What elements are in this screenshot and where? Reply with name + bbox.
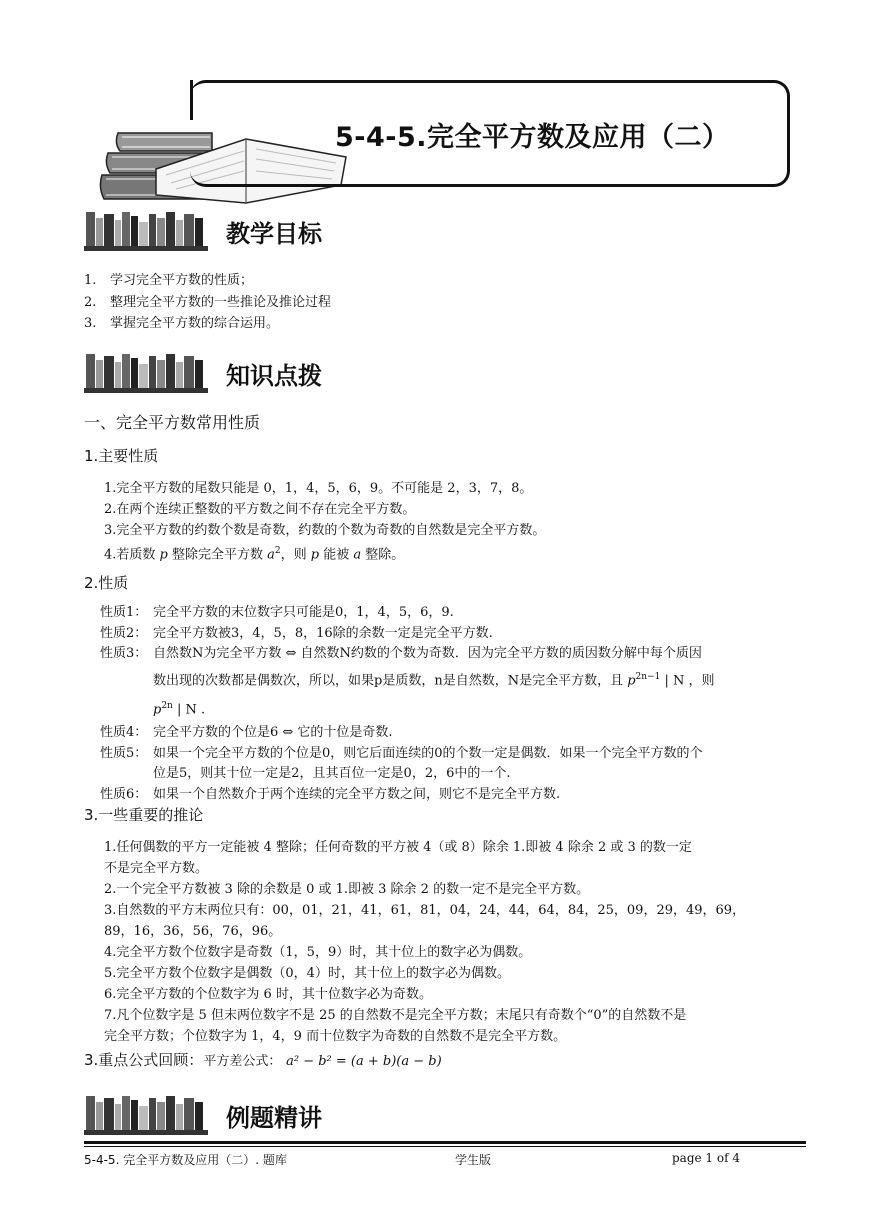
list-item: 1. 学习完全平方数的性质； bbox=[84, 273, 254, 288]
section-header-knowledge bbox=[84, 350, 484, 394]
list-item: 1.完全平方数的尾数只能是 0，1，4，5，6，9。不可能是 2，3，7，8。 bbox=[104, 481, 533, 496]
main-props bbox=[104, 478, 545, 565]
list-item: 完全平方数；个位数字为 1，4，9 而十位数字为奇数的自然数不是完全平方数。 bbox=[104, 1029, 567, 1044]
goal-list bbox=[84, 270, 331, 335]
bookshelf-icon bbox=[84, 1092, 212, 1136]
footer-rule-thin bbox=[84, 1146, 806, 1147]
section-header-goal bbox=[84, 208, 484, 252]
footer-left: 5-4-5. 完全平方数及应用（二）. 题库 bbox=[84, 1153, 287, 1167]
list-item: 性质2： 完全平方数被3，4，5，8，16除的余数一定是完全平方数. bbox=[100, 625, 493, 641]
props-list bbox=[100, 603, 800, 805]
list-item: 4.完全平方数个位数字是奇数（1，5，9）时，其十位上的数字必为偶数。 bbox=[104, 945, 532, 960]
part-heading: 一、完全平方数常用性质 bbox=[84, 413, 261, 432]
list-item: 2. 整理完全平方数的一些推论及推论过程 bbox=[84, 294, 332, 310]
list-item: 3.自然数的平方末两位只有：00，01，21，41，61，81，04，24，44，64，84，25，09，29，49，69， bbox=[104, 903, 746, 918]
list-item: 7.凡个位数字是 5 但末两位数字不是 25 的自然数不是完全平方数；末尾只有奇数个“0”的自然数不是 bbox=[104, 1008, 687, 1023]
formula: a² − b² = (a + b)(a − b) bbox=[286, 1054, 442, 1069]
list-item: 数出现的次数都是偶数次，所以，如果p是质数，n是自然数，N是完全平方数，且 $p^{2n-1}$ | N ，则 bbox=[153, 671, 715, 688]
list-item: 性质3： 自然数N为完全平方数 ⇔ 自然数N约数的个数为奇数．因为完全平方数的质因数分解中每个质因 bbox=[100, 646, 702, 661]
inferences-list bbox=[104, 837, 804, 1047]
list-item: 性质4： 完全平方数的个位是6 ⇔ 它的十位是奇数. bbox=[100, 725, 393, 741]
section-title: 知识点拨 bbox=[226, 362, 322, 390]
sub-heading-main-props: 1.主要性质 bbox=[84, 447, 159, 465]
footer-page-number: page 1 of 4 bbox=[672, 1151, 740, 1165]
formula-line bbox=[84, 1049, 442, 1070]
formula-label: 平方差公式： bbox=[203, 1054, 282, 1069]
list-item: 89，16，36，56，76，96。 bbox=[104, 924, 282, 939]
sub-heading-inferences: 3.一些重要的推论 bbox=[84, 806, 204, 824]
list-item: 2.一个完全平方数被 3 除的余数是 0 或 1.即被 3 除余 2 的数一定不是完全平方数。 bbox=[104, 882, 590, 897]
list-item: 3.完全平方数的约数个数是奇数，约数的个数为奇数的自然数是完全平方数。 bbox=[104, 523, 546, 538]
section-title: 例题精讲 bbox=[226, 1104, 322, 1132]
list-item: 6.完全平方数的个位数字为 6 时，其十位数字必为奇数。 bbox=[104, 987, 432, 1002]
list-item: 1.任何偶数的平方一定能被 4 整除；任何奇数的平方被 4（或 8）除余 1.即被 4 除余 2 或 3 的数一定 bbox=[104, 840, 692, 855]
bookshelf-icon bbox=[84, 208, 212, 252]
list-item: 2.在两个连续正整数的平方数之间不存在完全平方数。 bbox=[104, 502, 416, 517]
list-item: 性质6： 如果一个自然数介于两个连续的完全平方数之间，则它不是完全平方数. bbox=[100, 786, 561, 802]
list-item: 4.若质数 p 整除完全平方数 $a^2$，则 p 能被 a 整除。 bbox=[104, 546, 405, 563]
bookshelf-icon bbox=[84, 350, 212, 394]
list-item: 不是完全平方数。 bbox=[104, 861, 209, 876]
list-item: 性质1： 完全平方数的末位数字只可能是0，1，4，5，6，9. bbox=[100, 605, 454, 620]
footer-center: 学生版 bbox=[455, 1153, 492, 1167]
list-item: 性质5： 如果一个完全平方数的个位是0，则它后面连续的0的个数一定是偶数．如果一个完全平方数的个 bbox=[100, 745, 703, 761]
formula-title: 3.重点公式回顾： bbox=[84, 1051, 204, 1069]
footer-rule bbox=[84, 1141, 806, 1144]
list-item: 3. 掌握完全平方数的综合运用。 bbox=[84, 316, 280, 331]
list-item: 位是5，则其十位一定是2，且其百位一定是0，2，6中的一个. bbox=[153, 766, 511, 782]
section-header-examples bbox=[84, 1092, 484, 1136]
page-title: 5-4-5.完全平方数及应用（二） bbox=[335, 122, 730, 153]
section-title: 教学目标 bbox=[226, 220, 322, 248]
sub-heading-props: 2.性质 bbox=[84, 574, 129, 592]
list-item: $p^{2n}$ | N . bbox=[153, 700, 206, 718]
list-item: 5.完全平方数个位数字是偶数（0，4）时，其十位上的数字必为偶数。 bbox=[104, 966, 510, 981]
